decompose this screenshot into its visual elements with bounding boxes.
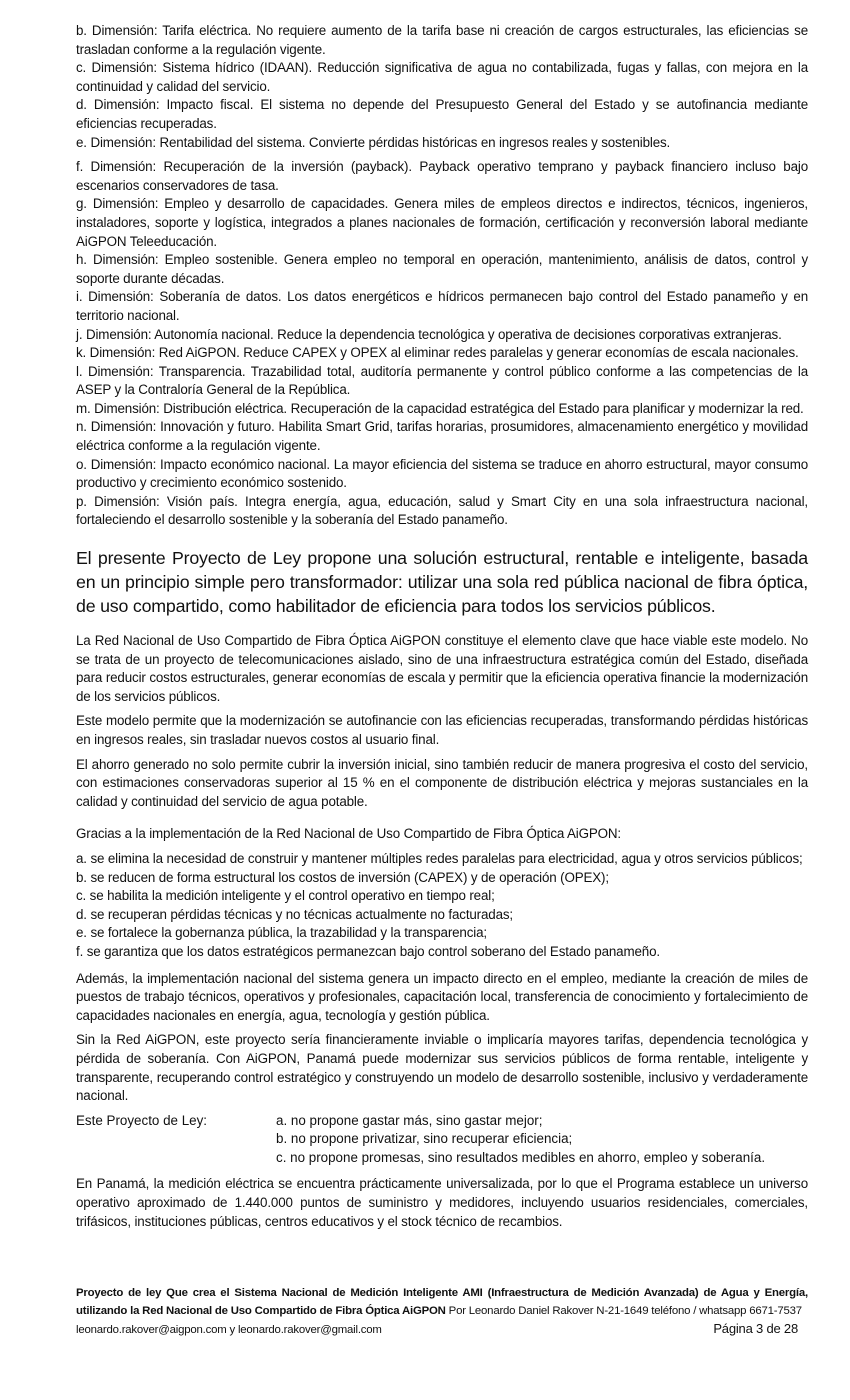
dimension-item: p. Dimensión: Visión país. Integra energía, agua, educación, salud y Smart City en una sola infraestructura nacional, fortaleciendo el desarrollo sostenible y la soberanía del Estado panameño. <box>76 493 808 528</box>
benefit-item: a. se elimina la necesidad de construir y mantener múltiples redes paralelas para electricidad, agua y otros servicios públicos; <box>76 850 803 866</box>
lead-statement: El presente Proyecto de Ley propone una solución estructural, rentable e inteligente, basada en un principio simple pero transformador: utilizar una sola red pública nacional de fibra óptica, de uso compartido, como habilitador de eficiencia para todos los servicios públicos. <box>76 548 808 617</box>
dimension-item: n. Dimensión: Innovación y futuro. Habilita Smart Grid, tarifas horarias, prosumidores, almacenamiento energético y movilidad eléctrica conforme a la regulación vigente. <box>76 419 808 454</box>
benefit-item: f. se garantiza que los datos estratégicos permanezcan bajo control soberano del Estado panameño. <box>76 943 660 959</box>
paragraph-ademas: Además, la implementación nacional del sistema genera un impacto directo en el empleo, mediante la creación de miles de puestos de trabajo técnicos, operativos y profesionales, capacitación local, transferencia de conocimiento y fortalecimiento de capacidades nacionales en energía, agua, tecnología y gestión pública. <box>76 970 808 1023</box>
benefit-item: c. se habilita la medición inteligente y el control operativo en tiempo real; <box>76 888 495 904</box>
benefit-item: d. se recuperan pérdidas técnicas y no técnicas actualmente no facturadas; <box>76 906 514 922</box>
dimension-item: f. Dimensión: Recuperación de la inversión (payback). Payback operativo temprano y payback financiero incluso bajo escenarios conservadores de tasa. <box>76 159 808 193</box>
dimension-item: i. Dimensión: Soberanía de datos. Los datos energéticos e hídricos permanecen bajo control del Estado panameño y en territorio nacional. <box>76 289 808 323</box>
dimension-item: k. Dimensión: Red AiGPON. Reduce CAPEX y OPEX al eliminar redes paralelas y generar economías de escala nacionales. <box>76 345 799 361</box>
dimension-item: b. Dimensión: Tarifa eléctrica. No requiere aumento de la tarifa base ni creación de cargos estructurales, las eficiencias se trasladan conforme a la regulación vigente. <box>76 23 808 57</box>
paragraph-modelo: Este modelo permite que la modernización se autofinancie con las eficiencias recuperadas, transformando pérdidas históricas en ingresos reales, sin trasladar nuevos costos al usuario final. <box>76 713 808 747</box>
benefits-list <box>76 850 808 962</box>
proyecto-de-ley-list <box>76 1112 808 1168</box>
dimension-item: o. Dimensión: Impacto económico nacional. La mayor eficiencia del sistema se traduce en ahorro estructural, mayor consumo productivo y crecimiento económico sostenido. <box>76 456 808 491</box>
proyecto-item: a. no propone gastar más, sino gastar mejor; <box>276 1112 543 1128</box>
proyecto-item: b. no propone privatizar, sino recuperar eficiencia; <box>276 1131 573 1147</box>
dimension-item: l. Dimensión: Transparencia. Trazabilidad total, auditoría permanente y control público conforme a las competencias de la ASEP y la Contraloría General de la República. <box>76 363 808 398</box>
footer-title <box>76 1284 808 1320</box>
page-footer <box>76 1284 808 1339</box>
proyecto-item: c. no propone promesas, sino resultados medibles en ahorro, empleo y soberanía. <box>276 1149 766 1165</box>
dimension-item: d. Dimensión: Impacto fiscal. El sistema no depende del Presupuesto General del Estado y se autofinancia mediante eficiencias recuperadas. <box>76 97 808 131</box>
dimension-item: j. Dimensión: Autonomía nacional. Reduce la dependencia tecnológica y operativa de decisiones corporativas extranjeras. <box>76 326 782 342</box>
dimensions-list <box>76 22 808 530</box>
dimension-item: m. Dimensión: Distribución eléctrica. Recuperación de la capacidad estratégica del Estado para planificar y modernizar la red. <box>76 400 804 416</box>
paragraph-ahorro: El ahorro generado no solo permite cubrir la inversión inicial, sino también reducir de manera progresiva el costo del servicio, con estimaciones conservadoras superior al 15 % en el componente de distribución eléctrica y mejoras sustanciales en la calidad y continuidad del servicio de agua potable. <box>76 756 808 809</box>
paragraph-sin-red: Sin la Red AiGPON, este proyecto sería financieramente inviable o implicaría mayores tarifas, dependencia tecnológica y pérdida de soberanía. Con AiGPON, Panamá puede modernizar sus servicios públicos de forma rentable, inteligente y transparente, recuperando control estratégico y construyendo un modelo de desarrollo sostenible, inclusivo y verdaderamente nacional. <box>76 1032 808 1104</box>
benefits-intro: Gracias a la implementación de la Red Nacional de Uso Compartido de Fibra Óptica AiGPON: <box>76 826 622 842</box>
benefit-item: e. se fortalece la gobernanza pública, la trazabilidad y la transparencia; <box>76 925 487 941</box>
footer-author: Por Leonardo Daniel Rakover N-21-1649 teléfono / whatsapp 6671-7537 <box>445 1305 802 1317</box>
page-number: Página 3 de 28 <box>713 1321 798 1336</box>
paragraph-panama: En Panamá, la medición eléctrica se encuentra prácticamente universalizada, por lo que el Programa establece un universo operativo aproximado de 1.440.000 puntos de suministro y medidores, incluyendo usuarios residenciales, comerciales, trifásicos, instituciones públicas, centros educativos y el stock técnico de recambios. <box>76 1176 808 1229</box>
benefit-item: b. se reducen de forma estructural los costos de inversión (CAPEX) y de operación (OPEX); <box>76 869 609 885</box>
dimension-item: e. Dimensión: Rentabilidad del sistema. Convierte pérdidas históricas en ingresos reales y sostenibles. <box>76 134 671 150</box>
dimension-item: h. Dimensión: Empleo sostenible. Genera empleo no temporal en operación, mantenimiento, análisis de datos, control y soporte durante décadas. <box>76 252 808 286</box>
paragraph-red-nacional: La Red Nacional de Uso Compartido de Fibra Óptica AiGPON constituye el elemento clave que hace viable este modelo. No se trata de un proyecto de telecomunicaciones aislado, sino de una infraestructura estratégica común del Estado, diseñada para reducir costos estructurales, generar economías de escala y permitir que la eficiencia operativa financie la modernización de los servicios públicos. <box>76 633 808 704</box>
dimension-item: g. Dimensión: Empleo y desarrollo de capacidades. Genera miles de empleos directos e indirectos, técnicos, ingenieros, instaladores, soporte y logística, integrados a planes nacionales de formación, certificación y reconversión laboral mediante AiGPON Teleeducación. <box>76 196 808 249</box>
dimension-item: c. Dimensión: Sistema hídrico (IDAAN). Reducción significativa de agua no contabilizada, fugas y fallas, con mejora en la continuidad y calidad del servicio. <box>76 60 808 94</box>
footer-emails: leonardo.rakover@aigpon.com y leonardo.rakover@gmail.com <box>76 1324 382 1336</box>
footer-title-bold: Proyecto de ley Que crea el Sistema Nacional de Medición Inteligente AMI (Infraestructura de Medición Avanzada) de Agua y Energía, utilizando la Red Nacional de Uso Compartido de Fibra Óptica AiGPON <box>76 1287 808 1317</box>
proyecto-label: Este Proyecto de Ley: <box>76 1112 208 1128</box>
document-page <box>76 22 808 1231</box>
